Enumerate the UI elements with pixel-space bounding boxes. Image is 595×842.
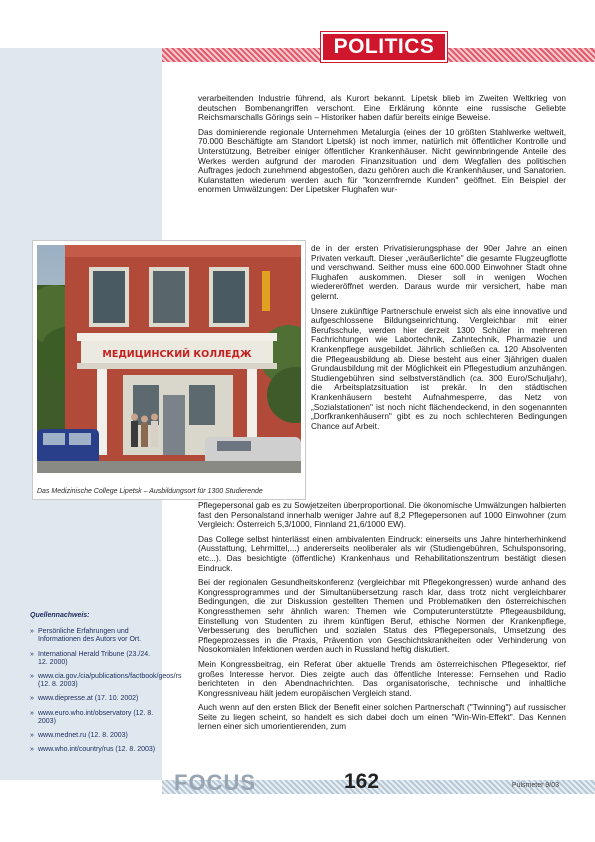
article-paragraph: Mein Kongressbeitrag, ein Referat über aktuelle Trends am österreichischen Pflegesektor, rief großes Interesse hervor. Dies zeigte auch das öffentliche Interesse: Fernsehen und Radio berichteten in den Abendnachrichten. Das organisatorische, technische und inhaltliche Kongressniveau hält jedem europäischen Vergleich stand. bbox=[198, 658, 566, 698]
issue-label: Pulsmeter 9/03 bbox=[511, 782, 559, 789]
article-right-column bbox=[311, 244, 567, 436]
section-tag: POLITICS bbox=[321, 32, 447, 62]
article-paragraph: Das College selbst hinterlässt einen ambivalenten Eindruck: einerseits uns Jahre hinterherhinkend (Ausstattung, Lehrmittel,...) andererseits neoliberaler als wir (Studiengebühren, Schulsponsoring, etc...). Das besichtigte (öffentliche) Krankenhaus und Rehabilitationszentrum bestätigt diesen Eindruck. bbox=[198, 533, 566, 573]
page-number: 162 bbox=[344, 770, 380, 793]
article-paragraph: verarbeitenden Industrie führend, als Kurort bekannt. Lipetsk blieb im Zweiten Weltkrieg von deutschen Bombenangriffen verschont. Eine Erklärung könnte eine russische Geliebte Reichsmarschalls Görings sein – Historiker haben dafür bereits einige Beweise. bbox=[198, 93, 566, 123]
source-link[interactable]: » www.who.int/country/rus (12. 8. 2003) bbox=[30, 746, 158, 754]
source-link[interactable]: » www.euro.who.int/observatory (12. 8. 2003) bbox=[30, 710, 158, 726]
source-link[interactable]: » www.mednet.ru (12. 8. 2003) bbox=[30, 732, 158, 740]
sources-box bbox=[30, 612, 182, 760]
photo-caption: Das Medizinische College Lipetsk – Ausbildungsort für 1300 Studierende bbox=[37, 488, 263, 495]
source-item: » International Herald Tribune (23./24. 12. 2000) bbox=[30, 651, 158, 667]
article-bottom-column bbox=[198, 501, 566, 737]
article-paragraph: Pflegepersonal gab es zu Sowjetzeiten überproportional. Die ökonomische Umwälzungen halbierten fast den Personalstand innerhalb weniger Jahre auf 8,2 Pflegepersonen auf 1000 Einwohner (zum Vergleich: Österreich 5,3/1000, Finnland 21,6/1000 EW). bbox=[198, 500, 566, 530]
article-paragraph: de in der ersten Privatisierungsphase der 90er Jahre an einen Privaten verkauft. Dieser „veräußerlichte" die gesamte Flugzeugflotte und verschwand. Seither muss eine 600.000 Einwohner Stadt ohne Flughafen auskommen. Dieser soll in wenigen Wochen wiedereröffnet werden. Daraus wurde mir versichert, habe man gelernt. bbox=[311, 243, 567, 301]
footer-brand: FOCUS bbox=[174, 770, 256, 795]
college-building-photo bbox=[37, 245, 301, 473]
article-paragraph: Auch wenn auf den ersten Blick der Benefit einer solchen Partnerschaft ("Twinning") auf russischer Seite zu liegen scheint, so handelt es sich dabei doch um einen "Win-Win-Effekt". Das Kennen lernen einer sich umorientierenden, zum bbox=[198, 702, 566, 732]
source-item: » Persönliche Erfahrungen und Informationen des Autors vor Ort. bbox=[30, 628, 158, 644]
sources-heading: Quellennachweis: bbox=[30, 612, 90, 619]
article-top-column bbox=[198, 94, 566, 200]
article-photo-frame bbox=[32, 240, 306, 500]
article-paragraph: Das dominierende regionale Unternehmen Metalurgia (eines der 10 größten Stahlwerke weltweit, 70.000 Beschäftigte am Standort Lipetsk) ist noch immer, natürlich mit öffentlicher Kontrolle und Unterstützung, Betreiber einiger öffentlicher Krankenhäuser. Nicht gewinnbringende Anteile des Werkes werden aufgrund der maroden Finanzsituation und dem Wegfallen des politischen Auftrages jedoch zunehmend abgestoßen, dazu gehören auch die Krankenhäuser, und Sanatorien. Kulanstatten wiederum werden auch für "konzernfremde Kunden" geöffnet. Ein Beispiel der enormen Umwälzungen: Der Lipetsker Flughafen wur- bbox=[198, 126, 566, 195]
header-bar bbox=[0, 48, 595, 62]
college-building-illustration bbox=[37, 245, 301, 473]
article-paragraph: Unsere zukünftige Partnerschule erweist sich als eine innovative und aufgeschlossene Bildungseinrichtung. Vergleichbar mit einer Berufsschule, werden hier derzeit 1300 Schüler in mehreren Fachrichtungen wie Labortechnik, Zahntechnik, Pharmazie und Krankenpflege ausgebildet. Jährlich schließen ca. 120 Absolventen die Pflegeausbildung ab. Diese besteht aus einer 3jährigen dualen Grundausbildung mit der Möglichkeit ein Pflegestudium anzuhängen. Studiengebühren sind selbstverständlich (ca. 300 Euro/Schuljahr), die Arbeitsplatzsituation ist prekär. In den städtischen Krankenhäusern besteht Aufnahmesperre, das Netz von „Sozialstationen" ist noch nicht flächendeckend, in den sogenannten „Dorfkrankenhäusern" gibt es zu noch schlechteren Bedingungen Chance auf Arbeit. bbox=[311, 305, 567, 431]
article-paragraph: Bei der regionalen Gesundheitskonferenz (vergleichbar mit Pflegekongressen) wurde anhand des Kongressprogrammes und der Simultanübersetzung rasch klar, dass trotz nicht vergleichbarer Bedingungen, die zur Diskussion gestellten Themen und Problematiken den österreichischen Kongressthemen sehr ähnlich waren: Themen wie Computerunterstützte Pflegeausbildung, Einstellung von Studenten zu ihrem künftigen Beruf, ethische Normen der Krankenpflege, Verbesserung des beruflichen und sozialen Status des Pflegepersonals, Umsetzung des Pflegeprozesses in die Praxis, Prävention von Geschichtskrankheiten oder Verhinderung von Nosokomialen Infektionen werden auch in Russland heftig diskutiert. bbox=[198, 577, 566, 655]
sources-list bbox=[30, 628, 182, 754]
header-bar-left bbox=[0, 48, 162, 62]
college-sign-text: МЕДИЦИНСКИЙ КОЛЛЕДЖ bbox=[102, 349, 252, 360]
source-link[interactable]: » www.diepresse.at (17. 10. 2002) bbox=[30, 695, 158, 703]
source-link[interactable]: » www.cia.gov./cia/publications/factbook/geos/rs (12. 8. 2003) bbox=[30, 673, 158, 689]
